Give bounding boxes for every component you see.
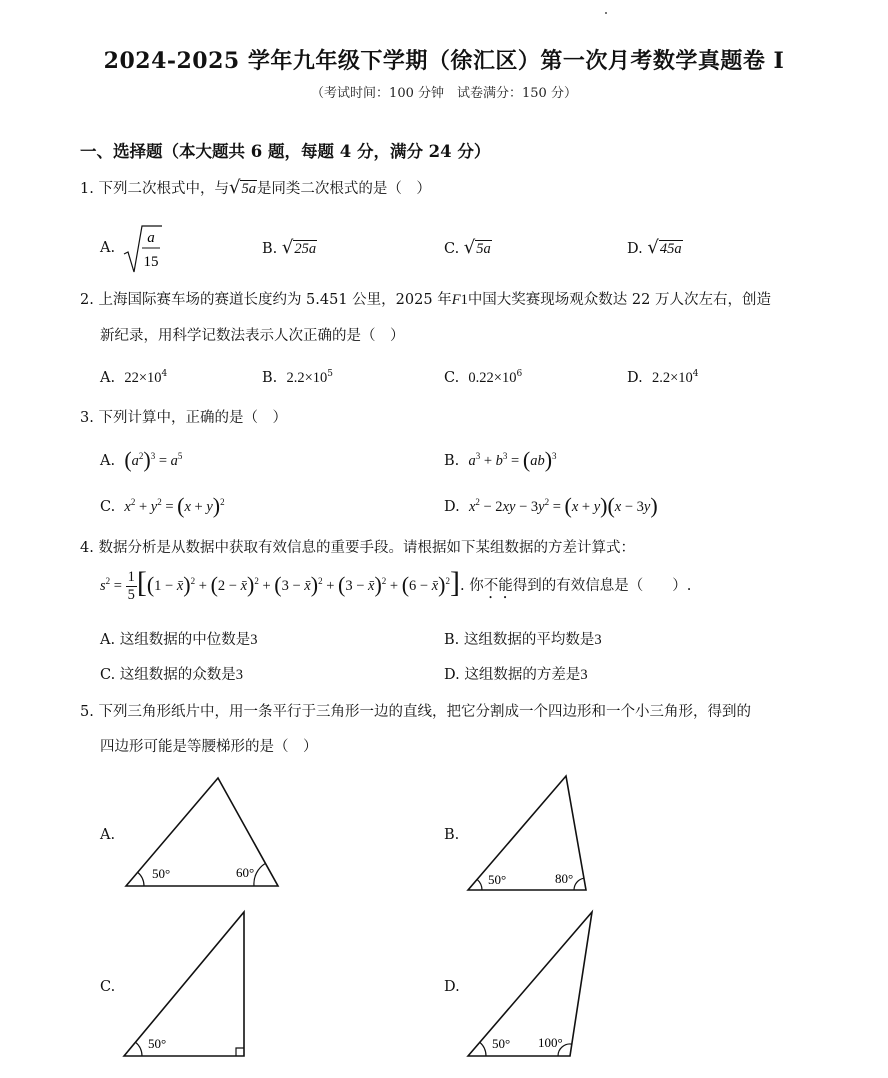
angle-label: 60°	[236, 865, 255, 880]
option-label: D.	[627, 370, 643, 386]
question-3	[80, 408, 287, 428]
question-text: 得到的有效信息是（ ）.	[512, 578, 692, 594]
q2-option-c[interactable]	[444, 368, 522, 388]
q4-option-d[interactable]	[444, 665, 588, 685]
emphasis-text: 不能	[483, 578, 513, 594]
question-number: 1.	[80, 181, 94, 197]
option-exponent: 6	[516, 369, 523, 379]
option-label: A.	[100, 453, 116, 469]
angle-label: 50°	[492, 1036, 511, 1051]
q5-option-d[interactable]: D.	[444, 979, 460, 995]
f1-number: 1	[460, 292, 468, 308]
sqrt-expression: √25a	[281, 237, 317, 258]
option-exponent: 5	[327, 369, 334, 379]
question-number: 2.	[80, 292, 94, 308]
option-value: 3	[250, 632, 258, 648]
question-text: 数据分析是从数据中获取有效信息的重要手段。请根据如下某组数据的方差计算式：	[98, 540, 635, 556]
option-label: C.	[444, 370, 460, 386]
question-text: 下列二次根式中，与	[98, 181, 229, 197]
option-value: 0.22×10	[468, 370, 517, 386]
fraction-numerator: a	[147, 230, 155, 246]
triangle-c-shape	[124, 912, 244, 1056]
q4-option-a[interactable]	[100, 630, 257, 650]
page-title: 2024-2025 学年九年级下学期（徐汇区）第一次月考数学真题卷 I	[103, 48, 785, 74]
f1-symbol: F	[451, 292, 461, 308]
q5-option-b[interactable]: B.	[444, 827, 460, 843]
angle-arc	[574, 878, 584, 890]
sqrt-expression: √5a	[463, 237, 491, 258]
option-value: 2.2×10	[651, 370, 693, 386]
question-text: 中国大奖赛现场观众数达 22 万人次左右，创造	[467, 292, 771, 308]
sqrt-expression: √5a	[228, 177, 256, 198]
option-label: D.	[444, 667, 460, 683]
q4-option-c[interactable]	[100, 665, 243, 685]
q4-option-b[interactable]	[444, 630, 602, 650]
q3-option-b[interactable]	[444, 447, 557, 472]
angle-label: 50°	[152, 866, 171, 881]
option-text: 这组数据的众数是	[119, 667, 236, 683]
option-label: C.	[444, 241, 460, 257]
math-expression: $a^3 + b^3 = (ab)^3$	[468, 447, 557, 472]
option-label: A.	[100, 632, 116, 648]
sqrt-expression: √45a	[647, 237, 682, 258]
angle-label: 80°	[555, 871, 574, 886]
q1-option-b[interactable]	[262, 238, 317, 259]
q3-option-a[interactable]	[100, 447, 183, 472]
option-label: C.	[100, 667, 116, 683]
option-text: 这组数据的中位数是	[119, 632, 251, 648]
option-label: B.	[444, 453, 460, 469]
option-value: 3	[580, 667, 588, 683]
option-exponent: 4	[161, 369, 168, 379]
question-2-line2: 新纪录，用科学记数法表示人次正确的是（ ）	[100, 328, 405, 344]
angle-arc	[138, 872, 144, 886]
angle-label: 50°	[488, 872, 507, 887]
q3-option-c[interactable]	[100, 493, 225, 518]
question-number: 3.	[80, 410, 94, 426]
q2-option-a[interactable]	[100, 368, 167, 388]
q2-option-b[interactable]	[262, 368, 333, 388]
exam-info: （考试时间：100 分钟 试卷满分：150 分）	[311, 86, 577, 101]
math-expression: $(a^2)^3 = a^5$	[124, 447, 183, 472]
question-number: 5.	[80, 704, 94, 720]
option-label: B.	[262, 370, 278, 386]
scan-dot	[605, 12, 607, 14]
angle-arc	[477, 879, 482, 890]
option-label: D.	[627, 241, 643, 257]
angle-arc	[480, 1042, 486, 1056]
option-text: 这组数据的方差是	[464, 667, 581, 683]
fraction-denominator: 15	[143, 254, 159, 270]
q3-option-d[interactable]	[444, 493, 658, 518]
option-exponent: 4	[692, 369, 699, 379]
triangle-a	[120, 772, 285, 892]
question-text: 上海国际赛车场的赛道长度约为 5.451 公里，2025 年	[98, 292, 452, 308]
option-label: D.	[444, 499, 460, 515]
option-label: A.	[100, 240, 116, 256]
q1-option-d[interactable]	[627, 238, 683, 259]
right-angle-mark	[236, 1048, 244, 1056]
question-2	[80, 290, 771, 310]
option-text: 这组数据的平均数是	[463, 632, 595, 648]
sqrt-fraction	[122, 222, 162, 274]
option-label: C.	[100, 499, 116, 515]
question-number: 4.	[80, 540, 94, 556]
angle-label: 100°	[538, 1035, 563, 1050]
math-expression: $x^2 + y^2 = (x + y)^2$	[124, 493, 225, 518]
triangle-b	[464, 770, 594, 894]
q1-option-a-expr	[122, 222, 162, 278]
question-4	[80, 538, 635, 558]
option-value: 2.2×10	[286, 370, 328, 386]
question-text: 下列计算中，正确的是（ ）	[98, 410, 287, 426]
triangle-d	[464, 908, 598, 1062]
option-label: B.	[262, 241, 278, 257]
question-text: . 你	[460, 578, 484, 594]
q1-option-c[interactable]	[444, 238, 492, 259]
option-value: 3	[594, 632, 602, 648]
q5-option-a[interactable]: A.	[100, 827, 116, 843]
angle-arc	[254, 863, 265, 886]
variance-formula	[100, 566, 691, 604]
triangle-c	[120, 908, 254, 1062]
triangle-d-shape	[468, 912, 592, 1056]
question-5	[80, 702, 751, 722]
question-1	[80, 178, 431, 199]
q2-option-d[interactable]	[627, 368, 698, 388]
q1-option-a[interactable]	[100, 238, 115, 258]
math-expression: $s^2$ = $\frac{1}{5}$ [(1 − x̄)$^2$ + (2 − x̄)$^2$ + (3 − x̄)$^2$ + (3 − x̄)$^2$ + (6 − x̄)$^2$]	[100, 566, 460, 604]
angle-label: 50°	[148, 1036, 167, 1051]
triangle-a-shape	[126, 778, 278, 886]
q5-option-c[interactable]: C.	[100, 979, 116, 995]
question-text: 是同类二次根式的是（ ）	[256, 181, 431, 197]
question-5-line2: 四边形可能是等腰梯形的是（ ）	[100, 739, 318, 755]
option-label: A.	[100, 370, 116, 386]
angle-arc	[136, 1042, 143, 1056]
option-value: 3	[235, 667, 244, 683]
math-expression: $x^2 - 2xy - 3y^2 = (x + y)(x - 3y)$	[468, 493, 658, 518]
option-label: B.	[444, 632, 460, 648]
question-text: 下列三角形纸片中，用一条平行于三角形一边的直线，把它分割成一个四边形和一个小三角形，得到的	[98, 704, 751, 720]
option-value: 22×10	[124, 370, 162, 386]
section-heading: 一、选择题（本大题共 6 题，每题 4 分，满分 24 分）	[80, 142, 491, 161]
